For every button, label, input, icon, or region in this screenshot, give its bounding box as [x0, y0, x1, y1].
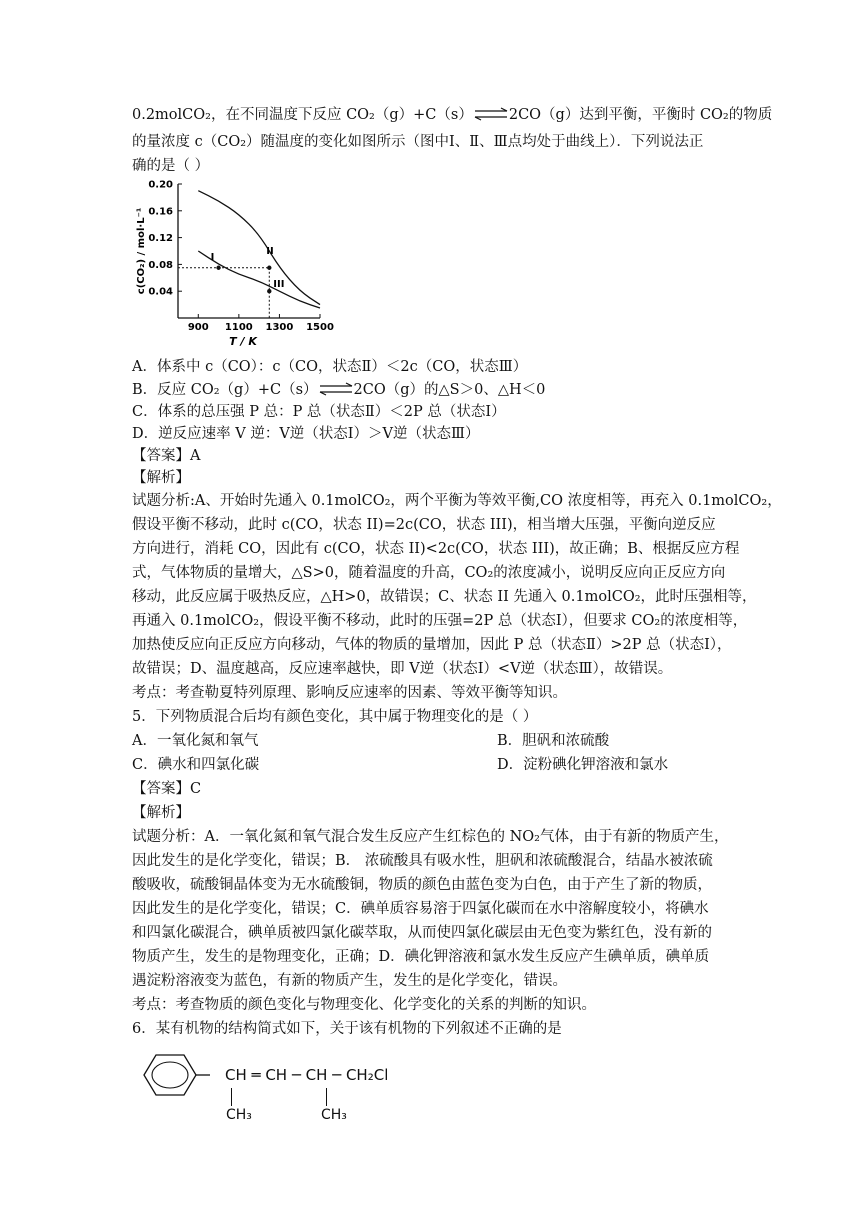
q4-analysis-line: 加热使反应向正反应方向移动，气体的物质的量增加，因此 P 总（状态Ⅱ）>2P 总（状态Ⅰ），: [132, 637, 732, 653]
q5-kaodian: 考点：考查物质的颜色变化与物理变化、化学变化的关系的判断的知识。: [132, 997, 596, 1013]
q5-options-row2: [132, 754, 732, 777]
q5-analysis-head: 【解析】: [132, 805, 190, 821]
q4-stem-line3: 确的是（ ）: [132, 158, 210, 174]
q6-stem: 6．某有机物的结构简式如下，关于该有机物的下列叙述不正确的是: [132, 1021, 562, 1037]
methyl-bond: [326, 1088, 327, 1106]
q4-stem-line2: 的量浓度 c（CO₂）随温度的变化如图所示（图中Ⅰ、Ⅱ、Ⅲ点均处于曲线上）．下列说法正: [132, 134, 704, 150]
q4-analysis-line: 方向进行，消耗 CO，因此有 c(CO，状态 II)<2c(CO，状态 III)，故正确；B、根据反应方程: [132, 541, 740, 557]
point-label: I: [210, 251, 215, 263]
q4-analysis-line: 式，气体物质的量增大，△S>0，随着温度的升高，CO₂的浓度减小，说明反应向正反应方向: [132, 565, 726, 581]
point-label: II: [266, 245, 274, 257]
y-tick-label: 0.04: [148, 286, 173, 298]
structural-formula: [130, 1050, 450, 1140]
q4-option-d: D．逆反应速率 V 逆：V逆（状态Ⅰ）＞V逆（状态Ⅲ）: [132, 426, 480, 442]
q4-analysis-line: 试题分析:A、开始时先通入 0.1molCO₂，两个平衡为等效平衡,CO 浓度相等，再充入 0.1molCO₂，: [132, 493, 782, 509]
point-marker: [267, 266, 271, 270]
q4-kaodian: 考点：考查勒夏特列原理、影响反应速率的因素、等效平衡等知识。: [132, 685, 567, 701]
q5-option-d: D．淀粉碘化钾溶液和氯水: [497, 757, 669, 773]
point-marker: [216, 266, 220, 270]
x-tick-label: 900: [187, 322, 209, 333]
q4-option-a: A．体系中 c（CO）：c（CO，状态Ⅱ）＜2c（CO，状态Ⅲ）: [132, 359, 528, 375]
q5-analysis-line: 因此发生的是化学变化，错误；B． 浓硫酸具有吸水性，胆矾和浓硫酸混合，结晶水被浓硫: [132, 853, 713, 869]
methyl-bond: [231, 1088, 232, 1106]
q4-option-b: B．反应 CO₂（g）+C（s） 2CO（g）的△S＞0、△H＜0: [132, 382, 546, 398]
q5-analysis-line: 和四氯化碳混合，碘单质被四氯化碳萃取，从而使四氯化碳层由无色变为紫红色，没有新的: [132, 925, 712, 941]
q5-stem: 5．下列物质混合后均有颜色变化，其中属于物理变化的是（ ）: [132, 709, 538, 725]
series-line-2: [198, 251, 320, 308]
q4-analysis-line: 移动，此反应属于吸热反应，△H>0，故错误；C、状态 II 先通入 0.1molCO₂，此时压强相等，: [132, 589, 757, 605]
x-axis-label: T / K: [229, 335, 257, 348]
q5-analysis-line: 物质产生，发生的是物理变化，正确；D．碘化钾溶液和氯水发生反应产生碘单质，碘单质: [132, 949, 710, 965]
series-line-1: [198, 191, 320, 305]
methyl-group: CH₃: [226, 1107, 252, 1123]
q5-option-a: A．一氧化氮和氧气: [132, 733, 259, 749]
q4-option-c: C．体系的总压强 P 总：P 总（状态Ⅱ）＜2P 总（状态Ⅰ）: [132, 404, 506, 420]
q5-analysis-line: 遇淀粉溶液变为蓝色，有新的物质产生，发生的是化学变化，错误。: [132, 973, 567, 989]
point-marker: [267, 289, 271, 293]
benzene-ring-icon: [130, 1050, 210, 1100]
equilibrium-arrow-icon: [473, 107, 509, 121]
y-axis-label: c(CO₂) / mol·L⁻¹: [136, 207, 147, 295]
q4-answer: 【答案】A: [132, 448, 201, 464]
q5-analysis-line: 因此发生的是化学变化，错误；C．碘单质容易溶于四氯化碳而在水中溶解度较小，将碘水: [132, 901, 709, 917]
point-label: III: [273, 279, 285, 291]
q5-option-c: C．碘水和四氯化碳: [132, 757, 260, 773]
equilibrium-arrow-icon: [318, 382, 354, 396]
q4-stem-line1: 0.2molCO₂，在不同温度下反应 CO₂（g）+C（s） 2CO（g）达到平衡，平衡时 CO₂的物质: [132, 107, 773, 123]
x-tick-label: 1100: [224, 322, 253, 333]
q5-options-row1: [132, 730, 732, 753]
q4-analysis-line: 再通入 0.1molCO₂，假设平衡不移动，此时的压强=2P 总（状态Ⅰ），但要求 CO₂的浓度相等，: [132, 613, 748, 629]
q5-answer: 【答案】C: [132, 781, 202, 797]
q4-analysis-line: 故错误；D、温度越高，反应速率越快，即 V逆（状态Ⅰ）<V逆（状态Ⅲ），故错误。: [132, 661, 673, 677]
equilibrium-chart: [130, 178, 345, 350]
y-tick-label: 0.20: [148, 179, 173, 191]
q4-analysis-line: 假设平衡不移动，此时 c(CO，状态 II)=2c(CO，状态 III)，相当增大压强，平衡向逆反应: [132, 517, 716, 533]
q5-analysis-line: 试题分析：A．一氧化氮和氧气混合发生反应产生红棕色的 NO₂气体，由于有新的物质产生，: [132, 829, 729, 845]
y-tick-label: 0.08: [148, 259, 173, 271]
q5-analysis-line: 酸吸收，硫酸铜晶体变为无水硫酸铜，物质的颜色由蓝色变为白色，由于产生了新的物质，: [132, 877, 712, 893]
x-tick-label: 1500: [306, 322, 334, 333]
q5-option-b: B．胆矾和浓硫酸: [497, 733, 610, 749]
y-tick-label: 0.16: [148, 206, 173, 218]
formula-chain: CH ═ CH ─ CH ─ CH₂Cl: [225, 1066, 389, 1084]
methyl-group: CH₃: [321, 1107, 347, 1123]
x-tick-label: 1300: [265, 322, 294, 333]
y-tick-label: 0.12: [148, 233, 173, 245]
q4-analysis-head: 【解析】: [132, 470, 190, 486]
